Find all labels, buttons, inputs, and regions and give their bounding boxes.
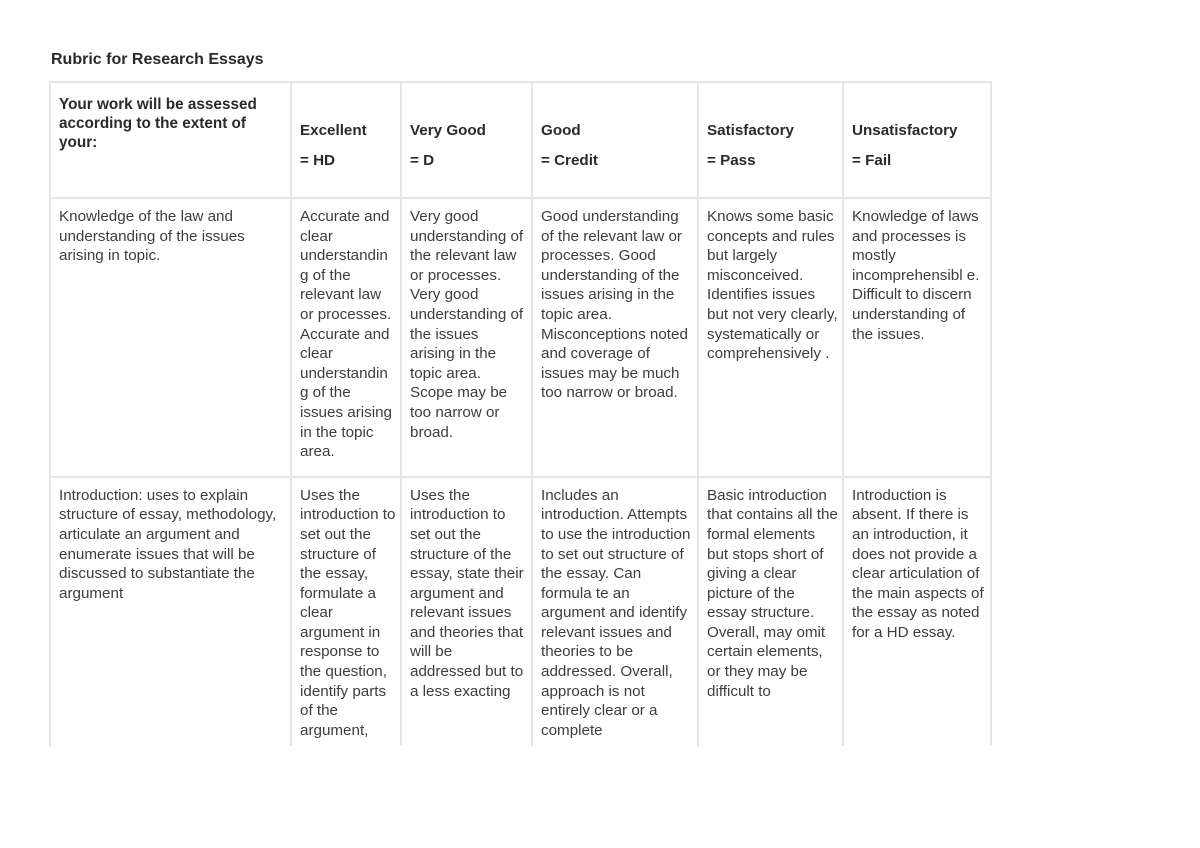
rubric-cell-satisfactory	[698, 198, 843, 477]
rubric-cell-unsatisfactory	[843, 198, 991, 477]
level-name: Very Good	[410, 122, 486, 139]
rubric-cell-unsatisfactory	[843, 477, 991, 746]
level-header-very-good	[401, 82, 532, 198]
level-name: Satisfactory	[707, 122, 794, 139]
criterion-cell	[50, 477, 291, 746]
level-name: Unsatisfactory	[852, 122, 958, 139]
cell-text: Basic introduction that contains all the formal elements but stops short of giving a clear picture of the essay structure. Overall, may omit certain elements, or they may be difficult to	[707, 486, 838, 700]
cell-text: Uses the introduction to set out the structure of the essay, state their argument and relevant issues and theories that will be addressed but to a less exacting	[410, 486, 524, 700]
level-grade: = Fail	[852, 151, 892, 169]
criterion-cell	[50, 198, 291, 477]
criterion-text: Knowledge of the law and understanding of the issues arising in topic.	[59, 208, 245, 265]
cell-text: Good understanding of the relevant law or processes. Good understanding of the issues arising in the topic area. Misconceptions noted and coverage of issues may be much too narrow or broad.	[541, 208, 688, 402]
rubric-header-row	[50, 82, 991, 198]
level-name: Good	[541, 122, 581, 139]
cell-text: Knows some basic concepts and rules but largely misconceived. Identifies issues but not very clearly, systematically or comprehensively .	[707, 208, 838, 363]
criterion-header: Your work will be assessed according to the extent of your:	[50, 82, 291, 198]
level-grade: = D	[410, 151, 435, 169]
level-header-good	[532, 82, 698, 198]
rubric-cell-very-good	[401, 477, 532, 746]
cell-text: Introduction is absent. If there is an introduction, it does not provide a clear articulation of the main aspects of the essay as noted for a HD essay.	[852, 486, 984, 641]
rubric-cell-excellent	[291, 198, 401, 477]
cell-text: Uses the introduction to set out the structure of the essay, formulate a clear argument in response to the question, identify parts of the argument,	[300, 486, 396, 739]
rubric-row-knowledge	[50, 198, 991, 477]
level-header-unsatisfactory	[843, 82, 991, 198]
cell-text: Very good understanding of the relevant law or processes. Very good understanding of the issues arising in the topic area. Scope may be too narrow or broad.	[410, 208, 524, 441]
rubric-cell-satisfactory	[698, 477, 843, 746]
level-grade: = Pass	[707, 151, 756, 169]
rubric-cell-good	[532, 477, 698, 746]
criterion-text: Introduction: uses to explain structure of essay, methodology, articulate an argument and enumerate issues that will be discussed to substantiate the argument	[59, 486, 277, 602]
cell-text: Accurate and clear understandin g of the relevant law or processes. Accurate and clear understandin g of the issues arising in the topic area.	[300, 208, 393, 461]
rubric-row-introduction	[50, 477, 991, 746]
rubric-cell-excellent	[291, 477, 401, 746]
page-title: Rubric for Research Essays	[51, 51, 264, 68]
level-header-excellent	[291, 82, 401, 198]
rubric-cell-good	[532, 198, 698, 477]
level-header-satisfactory	[698, 82, 843, 198]
cell-text: Knowledge of laws and processes is mostly incomprehensibl e. Difficult to discern understanding of the issues.	[852, 208, 980, 343]
level-grade: = HD	[300, 151, 336, 169]
cell-text: Includes an introduction. Attempts to use the introduction to set out structure of the essay. Can formula te an argument and identify relevant issues and theories to be addressed. Overall, approach is not entirely clear or a complete	[541, 486, 691, 739]
rubric-table	[49, 81, 992, 746]
level-grade: = Credit	[541, 151, 598, 169]
level-name: Excellent	[300, 122, 367, 139]
rubric-cell-very-good	[401, 198, 532, 477]
